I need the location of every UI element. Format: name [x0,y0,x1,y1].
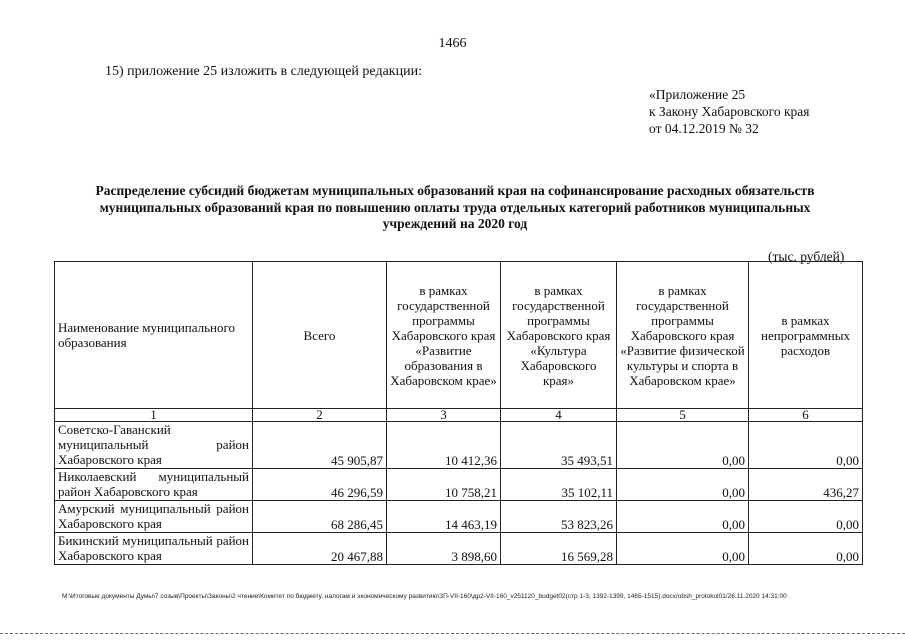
header-municipality: Наименование муниципального образования [55,262,253,409]
column-number: 3 [387,409,501,422]
education-value: 10 758,21 [387,469,501,501]
total-value: 46 296,59 [253,469,387,501]
appendix-reference [649,86,810,137]
table-header [55,262,863,409]
sport-value: 0,00 [617,501,749,533]
municipality-name: Бикинский муниципальный район Хабаровского края [55,533,253,565]
units-label: (тыс. рублей) [768,249,845,264]
column-number: 6 [749,409,863,422]
appendix-line-1: «Приложение 25 [649,87,746,102]
non-program-value: 0,00 [749,533,863,565]
culture-value: 35 493,51 [501,422,617,469]
municipality-name: Советско-Гаванский муниципальный район Хабаровского края [55,422,253,469]
non-program-value: 0,00 [749,501,863,533]
header-education-program: в рамках государственной программы Хабаровского края «Развитие образования в Хабаровском крае» [387,262,501,409]
column-number: 2 [253,409,387,422]
column-numbers-row [55,409,863,422]
sport-value: 0,00 [617,469,749,501]
municipality-name: Амурский муниципальный район Хабаровского края [55,501,253,533]
appendix-line-3: от 04.12.2019 № 32 [649,121,759,136]
file-path-footer: M:\Итоговые документы Думы\7 созыв\Проекты\Законы\2 чтение\Комитет по бюджету, налогам и экономическому развитию\ЗП-VII-160\др2-VII-160_v251120_budget02(стр 1-3, 1392-1399, 1465-1515).docx/obsh_protokol01/26.11.2020 14:31:00 [62,593,787,600]
header-sport-program: в рамках государственной программы Хабаровского края «Развитие физической культуры и спорта в Хабаровском крае» [617,262,749,409]
table-row [55,533,863,565]
education-value: 14 463,19 [387,501,501,533]
table-row [55,422,863,469]
table-row [55,501,863,533]
page-edge-divider [0,633,905,634]
header-total: Всего [253,262,387,409]
intro-text: 15) приложение 25 изложить в следующей редакции: [105,64,422,79]
culture-value: 16 569,28 [501,533,617,565]
column-number: 4 [501,409,617,422]
appendix-line-2: к Закону Хабаровского края [649,104,810,119]
sport-value: 0,00 [617,533,749,565]
header-non-program: в рамках непрограммных расходов [749,262,863,409]
total-value: 20 467,88 [253,533,387,565]
subsidy-table [54,261,863,565]
total-value: 68 286,45 [253,501,387,533]
total-value: 45 905,87 [253,422,387,469]
municipality-name: Николаевский муниципальный район Хабаровского края [55,469,253,501]
column-number: 5 [617,409,749,422]
education-value: 3 898,60 [387,533,501,565]
page-number: 1466 [438,36,467,51]
document-title: Распределение субсидий бюджетам муниципальных образований края на софинансирование расходных обязательств муниципальных образований края по повышению оплаты труда отдельных категорий работников муниципальных учреждений на 2020 год [95,183,815,231]
education-value: 10 412,36 [387,422,501,469]
sport-value: 0,00 [617,422,749,469]
column-number: 1 [55,409,253,422]
table-row [55,469,863,501]
non-program-value: 436,27 [749,469,863,501]
culture-value: 35 102,11 [501,469,617,501]
non-program-value: 0,00 [749,422,863,469]
culture-value: 53 823,26 [501,501,617,533]
header-culture-program: в рамках государственной программы Хабаровского края «Культура Хабаровского края» [501,262,617,409]
